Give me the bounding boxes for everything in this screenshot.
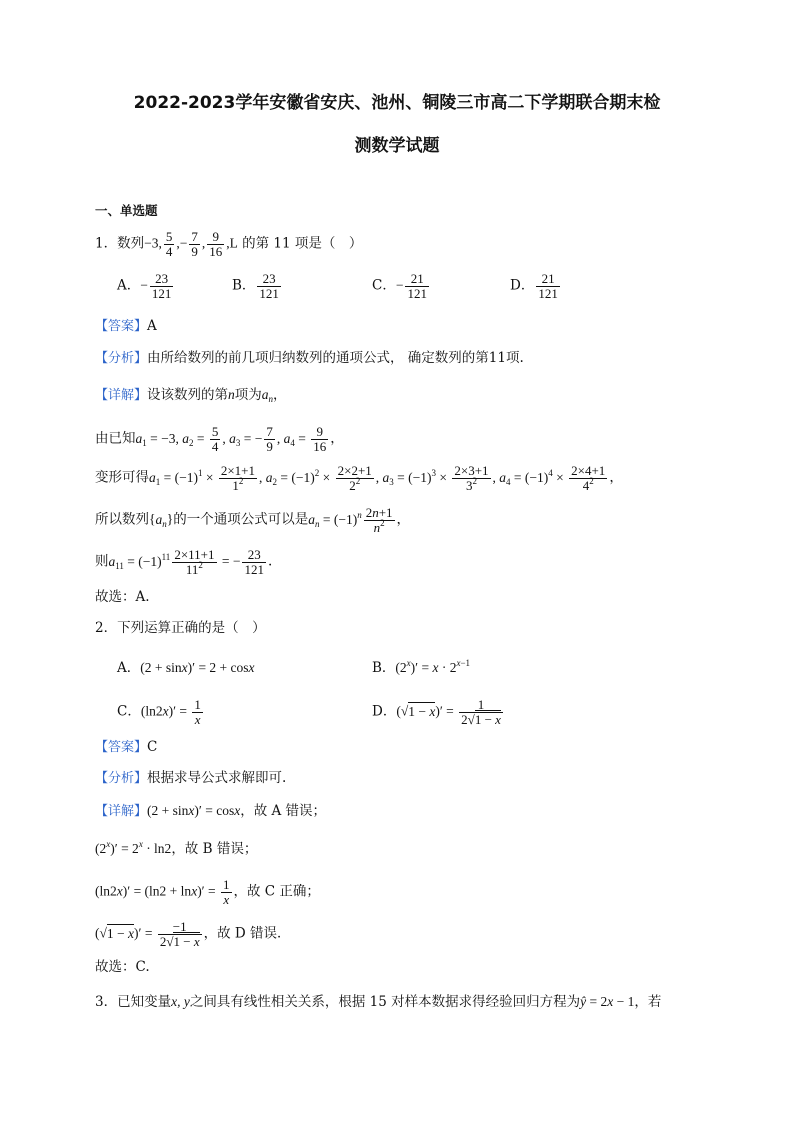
document-title-line2: 测数学试题 xyxy=(354,136,440,156)
q2-conclusion: 故选：C. xyxy=(95,959,150,975)
q1-conclusion: 故选：A. xyxy=(95,589,150,605)
q1-answer: 【答案】A xyxy=(95,318,157,334)
q1-detail-3: 变形可得$a_1 = (-1)^1$ × $\frac{2\times 1+1}{1^2}$ , $a_2 = (-1)^2$ × $\frac{2\times 2+1}{2^2}$ , $a_3 = (-1)^3$ × $\frac{2\times 3+1}{3^2}$ , $a_4 = (-1)^4$ × $\frac{2\times 4+1}{4^2}$ ， xyxy=(95,463,623,493)
q1-analysis: 【分析】由所给数列的前几项归纳数列的通项公式， 确定数列的第11项. xyxy=(95,350,524,366)
question-3-stem: 3．已知变量x, y之间具有线性相关关系，根据 15 对样本数据求得经验回归方程为ŷ = 2x − 1，若 xyxy=(95,994,662,1010)
q1-detail-2: 由已知$a_1 = -3$, $a_2$ = $\frac{5}{4}$ , $a_3$ = − $\frac{7}{9}$ , $a_4$ = $\frac{9}{16}$ ， xyxy=(95,424,344,454)
q1-detail-5: 则$a_{11} = (-1)^{11}$ $\frac{2\times 11+1}{11^2}$ = − $\frac{23}{121}$ . xyxy=(95,547,273,577)
q1-detail-4: 所以数列$\{a_n\}$的一个通项公式可以是$a_n = (-1)^n$ $\frac{2n+1}{n^2}$ ， xyxy=(95,505,411,535)
question-2-stem: 2．下列运算正确的是（ ） xyxy=(95,620,266,636)
q2-detail-4: (√1 − x)′ = $\frac{-1}{2√1 - x}$ ，故 D 错误． xyxy=(95,919,291,949)
document-title-line1: 2022-2023学年安徽省安庆、池州、铜陵三市高二下学期联合期末检 xyxy=(133,93,661,113)
q1-option-a: A．− $\frac{23}{121}$ xyxy=(117,271,172,301)
q2-answer: 【答案】C xyxy=(95,739,158,755)
q2-option-a: A．(2 + sinx)′ = 2 + cosx xyxy=(117,660,255,676)
q1-option-c: C．− $\frac{21}{121}$ xyxy=(372,271,427,301)
q2-option-c: C．(ln2x)′ = $\frac{1}{x}$ xyxy=(117,697,201,727)
q2-analysis: 【分析】根据求导公式求解即可. xyxy=(95,770,287,786)
question-1-stem: 1．数列−3, $\frac{5}{4}$ ,− $\frac{7}{9}$ , $\frac{9}{16}$ ,L 的第 11 项是（ ） xyxy=(95,229,363,259)
q1-option-d: D． $\frac{21}{121}$ xyxy=(510,271,558,301)
section-heading: 一、单选题 xyxy=(95,203,158,218)
q2-detail-1: 【详解】(2 + sinx)′ = cosx，故 A 错误； xyxy=(95,803,327,819)
q2-option-b: B．$(2^x)' = x \cdot 2^{x-1}$ xyxy=(372,658,471,676)
q1-stem-prefix: 1．数列 xyxy=(95,235,145,252)
q1-option-b: B． $\frac{23}{121}$ xyxy=(232,271,279,301)
q2-detail-2: $(2^x)' = 2^x \cdot \ln 2$，故 B 错误； xyxy=(95,839,258,857)
q2-option-d: D．(√1 − x)′ = $\frac{1}{2√1 - x}$ xyxy=(372,697,501,727)
q1-stem-suffix: 的第 11 项是（ ） xyxy=(242,235,363,252)
q2-detail-3: (ln2x)′ = (ln2 + lnx)′ = $\frac{1}{x}$ ，故 C 正确； xyxy=(95,877,320,907)
q1-detail-1: 【详解】设该数列的第n项为$a_n$， xyxy=(95,387,287,404)
